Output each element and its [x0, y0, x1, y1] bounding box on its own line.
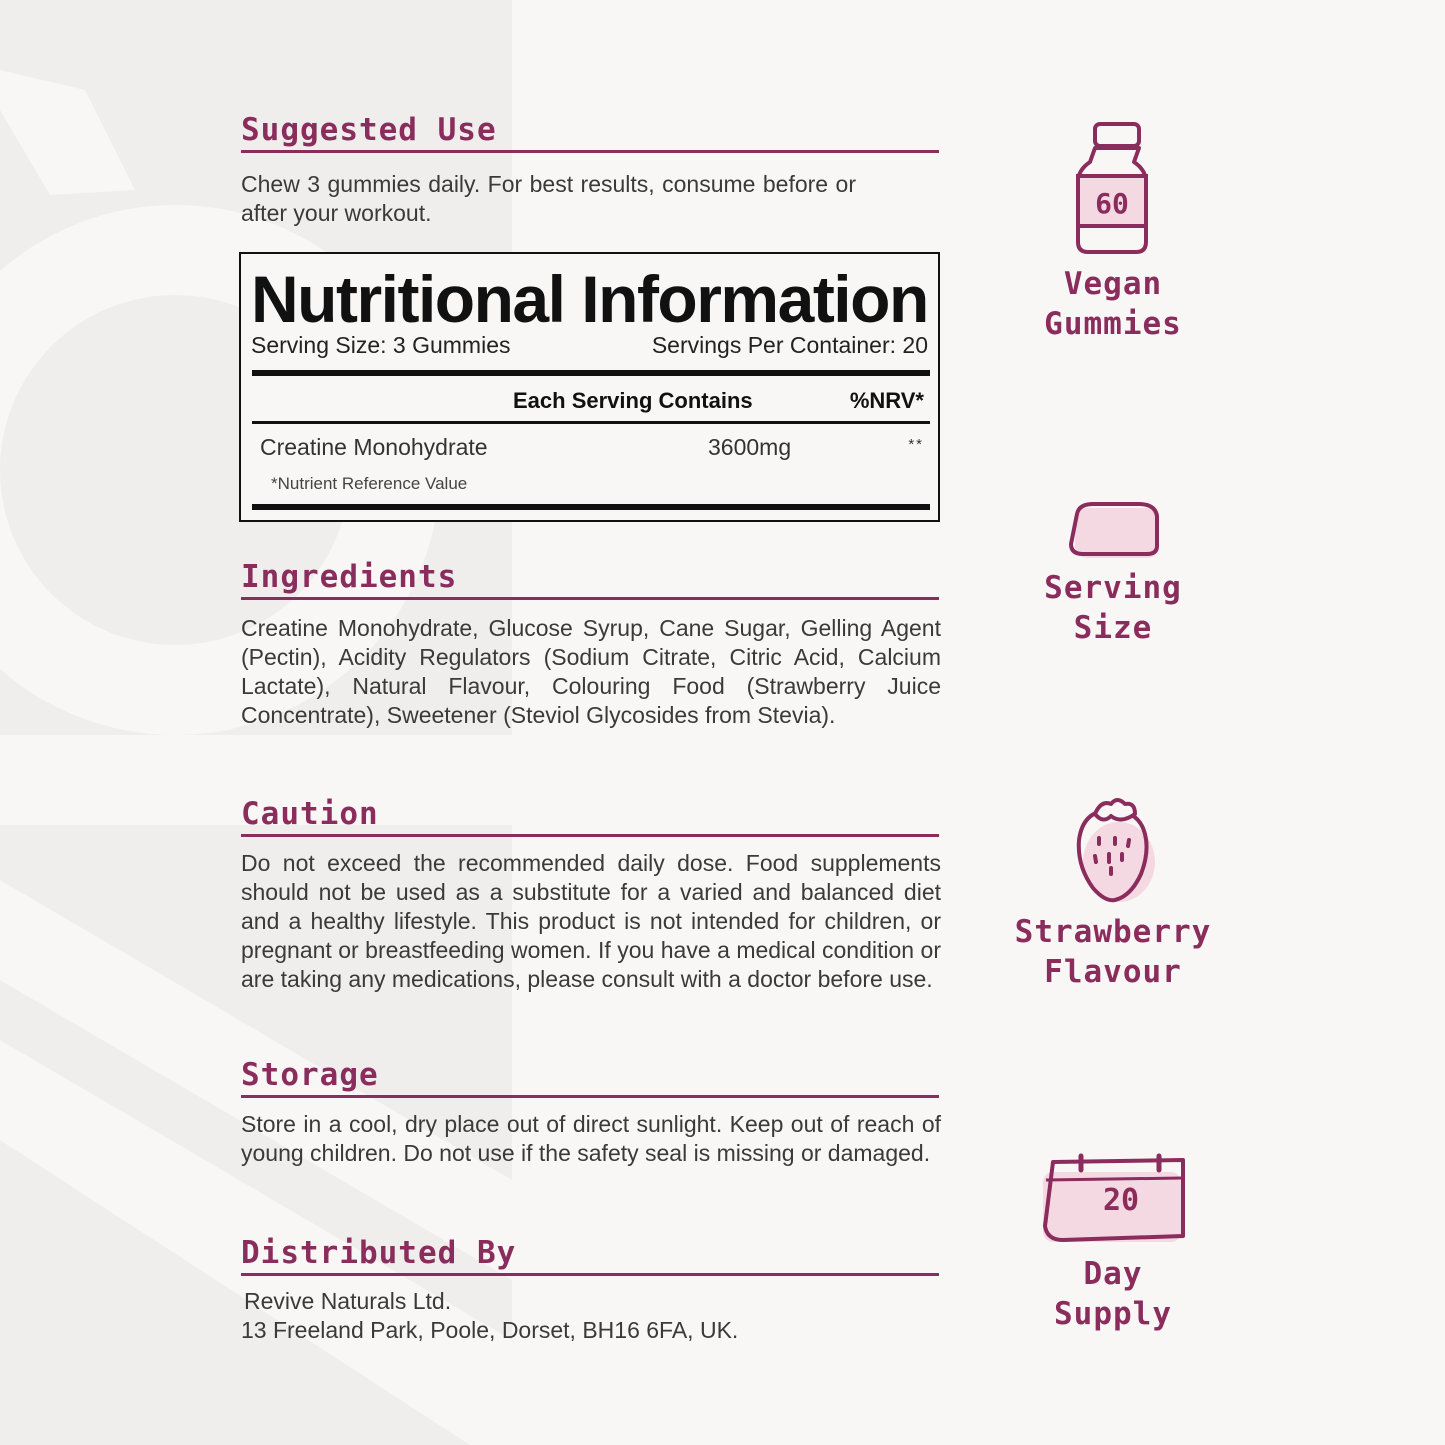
- feature-label: Supply: [1054, 1296, 1172, 1332]
- suggested-use-text: Chew 3 gummies daily. For best results, consume before or after your workout.: [241, 171, 856, 226]
- suggested-use-heading: [241, 110, 939, 153]
- nrv-footnote: *Nutrient Reference Value: [271, 474, 468, 493]
- feature-label: Size: [1073, 610, 1153, 646]
- each-serving-header: Each Serving Contains: [513, 388, 753, 413]
- nutrient-nrv: **: [908, 436, 924, 453]
- jar-icon: [1068, 118, 1158, 260]
- nutrient-name: Creatine Monohydrate: [260, 434, 488, 460]
- feature-label: Strawberry: [1014, 914, 1212, 950]
- feature-label: Vegan: [1063, 266, 1163, 302]
- ingredients-title: Ingredients: [241, 559, 458, 595]
- ingredients-text: Creatine Monohydrate, Glucose Syrup, Cane Sugar, Gelling Agent (Pectin), Acidity Regulators (Sodium Citrate, Citric Acid, Calcium Lactate), Natural Flavour, Colouring Food (Strawberry Juice Concentrate), Sweetener (Steviol Glycosides from Stevia).: [241, 615, 941, 728]
- gummy-icon: [1063, 500, 1163, 562]
- suggested-use-title: Suggested Use: [241, 112, 497, 148]
- feature-vegan-gummies: [983, 118, 1243, 344]
- nutrition-panel: [239, 252, 940, 522]
- serving-size-text: Serving Size: 3 Gummies: [251, 332, 511, 358]
- nutrition-divider: [252, 370, 930, 376]
- feature-label: Day: [1083, 1256, 1143, 1292]
- caution-heading: [241, 794, 939, 837]
- storage-title: Storage: [241, 1057, 379, 1093]
- nutrition-title: Nutritional Information: [251, 262, 928, 336]
- nutrition-divider: [252, 421, 930, 424]
- feature-label: Gummies: [1044, 306, 1182, 342]
- calendar-icon: [1033, 1150, 1193, 1248]
- feature-day-supply: [983, 1150, 1243, 1334]
- calendar-days: 20: [1102, 1183, 1140, 1218]
- feature-serving-size: [983, 500, 1243, 648]
- feature-label: Flavour: [1044, 954, 1182, 990]
- distributor-company: Revive Naturals Ltd.: [244, 1288, 452, 1314]
- servings-per-container-text: Servings Per Container: 20: [651, 332, 928, 358]
- nutrition-divider: [252, 504, 930, 510]
- caution-title: Caution: [241, 796, 379, 832]
- feature-label: Serving: [1044, 570, 1182, 606]
- distributor-address: 13 Freeland Park, Poole, Dorset, BH16 6FA, UK.: [241, 1317, 739, 1343]
- caution-text: Do not exceed the recommended daily dose. Food supplements should not be used as a substitute for a varied and balanced diet and a healthy lifestyle. This product is not intended for children, or pregnant or breastfeeding women. If you have a medical condition or are taking any medications, please consult with a doctor before use.: [241, 850, 941, 992]
- jar-count: 60: [1095, 187, 1129, 220]
- nutrient-amount: 3600mg: [708, 434, 792, 460]
- nrv-header: %NRV*: [849, 388, 924, 413]
- distributed-by-title: Distributed By: [241, 1235, 517, 1271]
- ingredients-heading: [241, 557, 939, 600]
- storage-text: Store in a cool, dry place out of direct sunlight. Keep out of reach of young children. Do not use if the safety seal is missing or damaged.: [241, 1111, 941, 1166]
- strawberry-icon: [1065, 796, 1161, 906]
- storage-heading: [241, 1055, 939, 1098]
- distributed-by-heading: [241, 1233, 939, 1276]
- feature-strawberry-flavour: [983, 796, 1243, 992]
